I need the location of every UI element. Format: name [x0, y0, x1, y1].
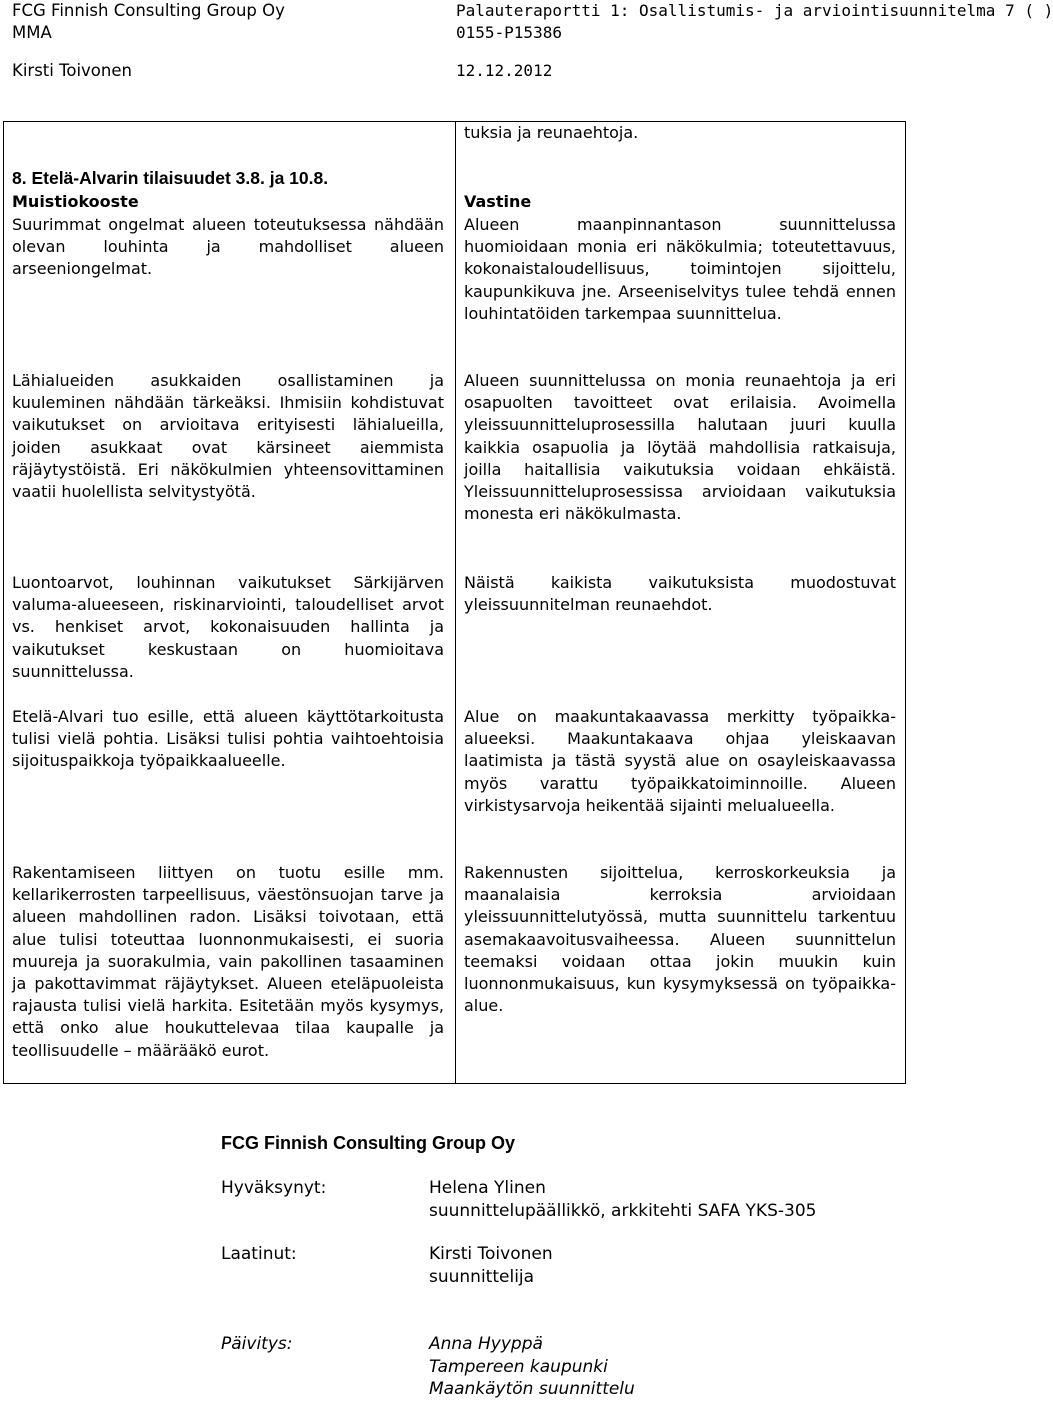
approved-label: Hyväksynyt:	[221, 1178, 327, 1198]
header-unit: MMA	[12, 23, 52, 42]
prepared-name: Kirsti Toivonen	[429, 1244, 553, 1264]
updated-name: Anna Hyyppä	[429, 1334, 543, 1354]
updated-label: Päivitys:	[221, 1334, 293, 1354]
response-continued: tuksia ja reunaehtoja.	[464, 123, 639, 142]
footer-company: FCG Finnish Consulting Group Oy	[221, 1133, 515, 1153]
responses-heading: Vastine	[464, 192, 532, 211]
prepared-title: suunnittelija	[429, 1266, 535, 1287]
prepared-block	[429, 1243, 553, 1288]
updated-org: Tampereen kaupunki	[429, 1356, 608, 1377]
response-cell-5: Rakennusten sijoittelua, kerroskorkeuksia ja maanalaisia kerroksia arvioidaan yleissuunnittelutyössä, mutta suunnittelu tarkentuu asemakaavoitusvaiheessa. Alueen suunnittelun teemaksi voidaan ottaa jokin muukin kuin luonnonmukaisuus, kun kysymyksessä on työpaikka-alue.	[464, 863, 896, 1016]
comment-cell-2: Lähialueiden asukkaiden osallistaminen ja kuuleminen nähdään tärkeäksi. Ihmisiin kohdistuvat vaikutukset on arvioitava erityisesti lähialueilla, joiden asukkaat ovat kärsineet aiemmista räjäytystöistä. Eri näkökulmien yhteensovittaminen vaatii huolellista selvitystyötä.	[12, 371, 444, 502]
response-cell-1: Alueen maanpinnantason suunnittelussa huomioidaan monia eri näkökulmia; toteutettavuus, kokonaistaloudellisuus, toimintojen sijoittelu, kaupunkikuva jne. Arseeniselvitys tulee tehdä ennen louhintatöiden tarkempaa suunnittelua.	[464, 215, 896, 323]
table-column-divider	[455, 121, 456, 1084]
comments-heading: Muistiokooste	[12, 192, 139, 211]
comment-cell-4: Etelä-Alvari tuo esille, että alueen käyttötarkoitusta tulisi vielä pohtia. Lisäksi tulisi pohtia vaihtoehtoisia sijoituspaikkoja työpaikkaalueelle.	[12, 707, 444, 771]
header-report-title: Palauteraportti 1: Osallistumis- ja arviointisuunnitelma 7 ( )	[456, 1, 1053, 20]
header-author: Kirsti Toivonen	[12, 61, 132, 80]
comment-cell-1: Suurimmat ongelmat alueen toteutuksessa nähdään olevan louhinta ja mahdolliset alueen arseeniongelmat.	[12, 215, 444, 279]
approved-title: suunnittelupäällikkö, arkkitehti SAFA YKS-305	[429, 1200, 817, 1221]
comment-cell-5: Rakentamiseen liittyen on tuotu esille mm. kellarikerrosten tarpeellisuus, väestönsuojan tarve ja alueen mahdollinen radon. Lisäksi toivotaan, että alue tulisi toteuttaa luonnonmukaisesti, ei suoria muureja ja suorakulmia, vain pakollinen tasaaminen ja pakottavimmat räjäytykset. Alueen eteläpuoleista rajausta tulisi vielä harkita. Esitetään myös kysymys, että onko alue houkuttelevaa tilaa kaupalle ja teollisuudelle – määrääkö eurot.	[12, 863, 444, 1060]
updated-block	[429, 1333, 635, 1401]
response-cell-2: Alueen suunnittelussa on monia reunaehtoja ja eri osapuolten tavoitteet ovat erilaisia. Avoimella yleissuunnitteluprosessilla halutaan juuri kuulla kaikkia osapuolia ja löytää mahdollisia ratkaisuja, joilla haitallisia vaikutuksia voidaan ehkäistä. Yleissuunnitteluprosessissa arvioidaan vaikutuksia monesta eri näkökulmasta.	[464, 371, 896, 524]
response-cell-3: Näistä kaikista vaikutuksista muodostuvat yleissuunnitelman reunaehdot.	[464, 573, 896, 615]
page-header-right	[456, 0, 1053, 44]
section-title: 8. Etelä-Alvarin tilaisuudet 3.8. ja 10.8.	[12, 168, 329, 188]
header-date: 12.12.2012	[456, 61, 553, 80]
approved-name: Helena Ylinen	[429, 1178, 546, 1198]
page-header-left	[12, 0, 285, 44]
approved-block	[429, 1177, 816, 1222]
header-company: FCG Finnish Consulting Group Oy	[12, 1, 285, 20]
comment-cell-3: Luontoarvot, louhinnan vaikutukset Särkijärven valuma-alueeseen, riskinarviointi, taloudelliset arvot vs. henkiset arvot, kokonaisuuden hallinta ja vaikutukset keskustaan on huomioitava suunnittelussa.	[12, 573, 444, 681]
response-cell-4: Alue on maakuntakaavassa merkitty työpaikka-alueeksi. Maakuntakaava ohjaa yleiskaavan laatimista ja tästä syystä alue on osayleiskaavassa myös varattu työpaikkatoiminnoille. Alueen virkistysarvoja heikentää sijainti melualueella.	[464, 707, 896, 815]
updated-unit: Maankäytön suunnittelu	[429, 1379, 635, 1399]
header-project-code: 0155-P15386	[456, 23, 562, 42]
prepared-label: Laatinut:	[221, 1244, 297, 1264]
